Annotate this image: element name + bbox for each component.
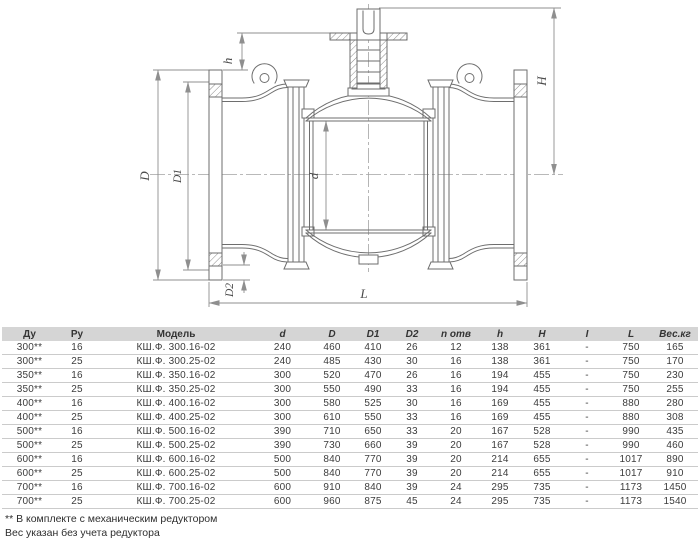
table-cell: 138	[480, 355, 520, 369]
table-cell: КШ.Ф. 700.25-02	[97, 495, 255, 509]
table-cell: 455	[520, 411, 564, 425]
table-cell: 500**	[2, 425, 57, 439]
table-cell: 361	[520, 341, 564, 355]
table-cell: 455	[520, 397, 564, 411]
table-cell: 165	[652, 341, 698, 355]
table-cell: КШ.Ф. 600.16-02	[97, 453, 255, 467]
footnote-reducer-included: ** В комплекте с механическим редуктором	[5, 513, 218, 525]
table-cell: 520	[310, 369, 354, 383]
column-header: D2	[392, 327, 432, 341]
table-cell: 300**	[2, 355, 57, 369]
table-cell: 39	[392, 467, 432, 481]
table-cell: 230	[652, 369, 698, 383]
table-cell: 600	[255, 481, 310, 495]
dimensions-table	[2, 327, 698, 509]
dimension-labels	[137, 58, 549, 301]
table-cell: 470	[354, 369, 392, 383]
table-row	[2, 383, 698, 397]
column-header: L	[610, 327, 652, 341]
dim-label-D1: D1	[172, 168, 184, 184]
column-header: Ду	[2, 327, 57, 341]
table-cell: 33	[392, 383, 432, 397]
table-cell: 600	[255, 495, 310, 509]
table-cell: 435	[652, 425, 698, 439]
valve-body	[209, 9, 527, 280]
table-cell: -	[564, 397, 610, 411]
table-cell: КШ.Ф. 400.16-02	[97, 397, 255, 411]
dim-label-D: D	[137, 171, 152, 181]
table-cell: 24	[432, 481, 480, 495]
table-cell: 240	[255, 341, 310, 355]
table-row	[2, 495, 698, 509]
footnotes	[5, 512, 700, 540]
column-header: D1	[354, 327, 392, 341]
table-cell: 1173	[610, 495, 652, 509]
table-cell: -	[564, 495, 610, 509]
table-cell: 455	[520, 369, 564, 383]
table-cell: 300	[255, 383, 310, 397]
table-cell: 16	[57, 425, 97, 439]
table-cell: 610	[310, 411, 354, 425]
table-cell: 214	[480, 453, 520, 467]
table-cell: 255	[652, 383, 698, 397]
table-cell: 550	[354, 411, 392, 425]
table-cell: 24	[432, 495, 480, 509]
table-cell: 840	[310, 467, 354, 481]
table-cell: КШ.Ф. 350.16-02	[97, 369, 255, 383]
table-cell: 600**	[2, 467, 57, 481]
table-cell: 750	[610, 369, 652, 383]
table-cell: 700**	[2, 481, 57, 495]
table-cell: 194	[480, 369, 520, 383]
table-cell: 990	[610, 439, 652, 453]
table-cell: 600**	[2, 453, 57, 467]
table-cell: 25	[57, 355, 97, 369]
table-cell: КШ.Ф. 300.16-02	[97, 341, 255, 355]
table-cell: 750	[610, 355, 652, 369]
table-cell: 16	[57, 341, 97, 355]
table-cell: КШ.Ф. 700.16-02	[97, 481, 255, 495]
table-cell: КШ.Ф. 500.25-02	[97, 439, 255, 453]
table-cell: 33	[392, 411, 432, 425]
table-cell: 194	[480, 383, 520, 397]
table-cell: -	[564, 467, 610, 481]
table-cell: КШ.Ф. 300.25-02	[97, 355, 255, 369]
table-row	[2, 425, 698, 439]
table-cell: 25	[57, 411, 97, 425]
table-cell: 500**	[2, 439, 57, 453]
table-cell: 525	[354, 397, 392, 411]
table-cell: 167	[480, 439, 520, 453]
table-cell: 650	[354, 425, 392, 439]
table-cell: 490	[354, 383, 392, 397]
table-cell: 910	[652, 467, 698, 481]
table-cell: 167	[480, 425, 520, 439]
table-cell: 26	[392, 341, 432, 355]
table-cell: 300	[255, 397, 310, 411]
table-cell: 12	[432, 341, 480, 355]
column-header: d	[255, 327, 310, 341]
table-cell: 16	[57, 481, 97, 495]
table-cell: 308	[652, 411, 698, 425]
table-row	[2, 341, 698, 355]
dim-label-D2: D2	[224, 282, 236, 298]
table-cell: 960	[310, 495, 354, 509]
table-cell: 390	[255, 439, 310, 453]
table-cell: 25	[57, 495, 97, 509]
table-cell: 20	[432, 439, 480, 453]
table-cell: 300**	[2, 341, 57, 355]
table-row	[2, 453, 698, 467]
column-header: Вес.кг	[652, 327, 698, 341]
table-cell: -	[564, 411, 610, 425]
table-cell: 550	[310, 383, 354, 397]
table-cell: 25	[57, 439, 97, 453]
table-cell: 750	[610, 383, 652, 397]
table-cell: 214	[480, 467, 520, 481]
table-cell: 660	[354, 439, 392, 453]
table-cell: -	[564, 369, 610, 383]
table-cell: 39	[392, 481, 432, 495]
table-row	[2, 369, 698, 383]
table-cell: 300	[255, 369, 310, 383]
table-cell: 16	[432, 397, 480, 411]
table-cell: 528	[520, 425, 564, 439]
table-cell: 26	[392, 369, 432, 383]
table-row	[2, 467, 698, 481]
table-cell: 735	[520, 481, 564, 495]
table-cell: 528	[520, 439, 564, 453]
table-cell: -	[564, 383, 610, 397]
table-cell: 710	[310, 425, 354, 439]
table-cell: 485	[310, 355, 354, 369]
table-cell: -	[564, 425, 610, 439]
table-cell: 455	[520, 383, 564, 397]
table-cell: 170	[652, 355, 698, 369]
table-cell: 735	[520, 495, 564, 509]
table-cell: 39	[392, 439, 432, 453]
table-cell: 880	[610, 397, 652, 411]
column-header: H	[520, 327, 564, 341]
table-cell: 875	[354, 495, 392, 509]
dim-label-L: L	[360, 286, 368, 301]
table-cell: 430	[354, 355, 392, 369]
column-header: Модель	[97, 327, 255, 341]
table-cell: 25	[57, 467, 97, 481]
table-body	[2, 341, 698, 509]
table-cell: КШ.Ф. 400.25-02	[97, 411, 255, 425]
column-header: I	[564, 327, 610, 341]
table-cell: 16	[432, 411, 480, 425]
table-cell: 880	[610, 411, 652, 425]
table-cell: 39	[392, 453, 432, 467]
table-cell: 1017	[610, 467, 652, 481]
table-cell: 30	[392, 355, 432, 369]
table-cell: 890	[652, 453, 698, 467]
table-cell: 410	[354, 341, 392, 355]
table-cell: 910	[310, 481, 354, 495]
table-cell: 730	[310, 439, 354, 453]
table-cell: КШ.Ф. 500.16-02	[97, 425, 255, 439]
table-cell: 33	[392, 425, 432, 439]
dim-label-d: d	[306, 172, 321, 180]
table-cell: 361	[520, 355, 564, 369]
table-cell: 20	[432, 467, 480, 481]
table-cell: 390	[255, 425, 310, 439]
table-cell: 1173	[610, 481, 652, 495]
table-cell: 30	[392, 397, 432, 411]
dim-label-H: H	[534, 76, 549, 86]
table-cell: 138	[480, 341, 520, 355]
table-header-row	[2, 327, 698, 341]
table-cell: 500	[255, 453, 310, 467]
table-cell: 350**	[2, 383, 57, 397]
table-cell: 20	[432, 425, 480, 439]
table-cell: 300	[255, 411, 310, 425]
table-cell: 460	[652, 439, 698, 453]
table-cell: 16	[432, 383, 480, 397]
table-cell: 655	[520, 453, 564, 467]
table-cell: -	[564, 453, 610, 467]
column-header: h	[480, 327, 520, 341]
table-cell: 25	[57, 383, 97, 397]
table-cell: 16	[432, 369, 480, 383]
table-cell: 350**	[2, 369, 57, 383]
table-cell: 295	[480, 481, 520, 495]
table-cell: 500	[255, 467, 310, 481]
table-cell: 460	[310, 341, 354, 355]
table-row	[2, 397, 698, 411]
table-cell: 169	[480, 397, 520, 411]
table-cell: 400**	[2, 411, 57, 425]
table-cell: -	[564, 341, 610, 355]
table-cell: 20	[432, 453, 480, 467]
footnote-weight-note: Вес указан без учета редуктора	[5, 527, 160, 539]
table-cell: 16	[57, 369, 97, 383]
column-header: n отв	[432, 327, 480, 341]
dim-label-h: h	[220, 57, 235, 65]
table-cell: 1450	[652, 481, 698, 495]
table-cell: 240	[255, 355, 310, 369]
table-cell: 16	[432, 355, 480, 369]
table-row	[2, 355, 698, 369]
table-cell: 400**	[2, 397, 57, 411]
table-cell: 16	[57, 453, 97, 467]
column-header: Ру	[57, 327, 97, 341]
table-cell: 840	[354, 481, 392, 495]
table-cell: 750	[610, 341, 652, 355]
table-cell: 280	[652, 397, 698, 411]
table-cell: 295	[480, 495, 520, 509]
column-header: D	[310, 327, 354, 341]
table-row	[2, 481, 698, 495]
table-cell: КШ.Ф. 350.25-02	[97, 383, 255, 397]
table-row	[2, 411, 698, 425]
table-row	[2, 439, 698, 453]
table-cell: 16	[57, 397, 97, 411]
table-cell: 580	[310, 397, 354, 411]
table-cell: 770	[354, 453, 392, 467]
table-cell: -	[564, 439, 610, 453]
table-cell: 45	[392, 495, 432, 509]
table-cell: 1017	[610, 453, 652, 467]
table-cell: -	[564, 355, 610, 369]
table-cell: 169	[480, 411, 520, 425]
table-cell: 840	[310, 453, 354, 467]
table-cell: 700**	[2, 495, 57, 509]
table-cell: КШ.Ф. 600.25-02	[97, 467, 255, 481]
table-cell: 770	[354, 467, 392, 481]
table-cell: 1540	[652, 495, 698, 509]
table-cell: 655	[520, 467, 564, 481]
table-cell: 990	[610, 425, 652, 439]
table-cell: -	[564, 481, 610, 495]
